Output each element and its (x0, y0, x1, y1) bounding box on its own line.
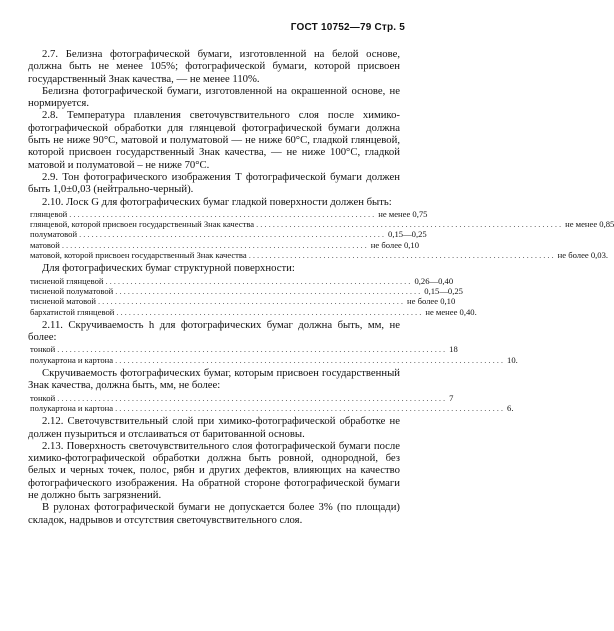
list-item: глянцевой, которой присвоен государственный Знак качества .......................................................................... не менее 0,85 (30, 219, 614, 230)
clause-2-7: 2.7. Белизна фотографической бумаги, изготовленной на белой основе, должна быть не менее 105%; фотографической бумаги, которой присвоен государственный Знак качества, — не менее 110%. (28, 48, 400, 85)
list-item: тисненой глянцевой .......................................................................... 0,26—0,40 (30, 275, 454, 286)
list-item: тисненой полуматовой .......................................................................... 0,15—0,25 (30, 285, 463, 296)
curl-quality-list (28, 392, 514, 414)
structured-surface-heading: Для фотографических бумаг структурной поверхности: (42, 262, 295, 275)
clause-2-12: 2.12. Светочувствительный слой при химико-фотографической обработке не должен пузыриться и отслаиваться от баритованной основы. (28, 415, 400, 440)
clause-2-13: 2.13. Поверхность светочувствительного слоя фотографической бумаги после химико-фотографической обработки должна быть ровной, однородной, без белых и черных точек, полос, рябн и других дефектов, влияющих на качество фотографического изображения. На обратной стороне фотографической бумаги не должно быть загрязнений. (28, 439, 400, 501)
curl-regular-list (28, 344, 518, 365)
list-item: тонкой .............................................................................................. 18 (30, 344, 458, 355)
list-item: бархатистой глянцевой .......................................................................... не менее 0,40. (30, 306, 477, 317)
list-item: полуматовой .......................................................................... 0,15—0,25 (30, 229, 427, 240)
clause-2-10: 2.10. Лоск G для фотографических бумаг гладкой поверхности должен быть: (42, 195, 392, 208)
page-header: ГОСТ 10752—79 Стр. 5 (290, 22, 405, 33)
clause-2-9: 2.9. Тон фотографического изображения T фотографической бумаги должен быть 1,0±0,03 (нейтрально-черный). (28, 170, 400, 196)
clause-2-11: 2.11. Скручиваемость h для фотографических бумаг должна быть, мм, не более: (28, 318, 400, 344)
list-item: матовой, которой присвоен государственный Знак качества .......................................................................... не более 0,03. (30, 250, 609, 261)
list-item: полукартона и картона .............................................................................................. 6. (30, 402, 514, 413)
list-item: глянцевой .......................................................................... не менее 0,75 (30, 208, 428, 219)
clause-2-11-quality: Скручиваемость фотографических бумаг, которым присвоен государственный Знак качества, должна быть, мм, не более: (28, 367, 400, 392)
clause-2-8: 2.8. Температура плавления светочувствительного слоя после химико-фотографической обработки для глянцевой фотографической бумаги должна быть не ниже 90°С, матовой и полуматовой — не ниже 60°С, гладкой глянцевой, которой присвоен государственный Знак качества, — не ниже 100°С, гладкой матовой и полуматовой – не ниже 70°С. (28, 109, 400, 171)
list-item: тисненой матовой .......................................................................... не более 0,10 (30, 296, 456, 307)
list-item: тонкой .............................................................................................. 7 (30, 392, 454, 403)
list-item: полукартона и картона .............................................................................................. 10. (30, 354, 518, 365)
clause-2-7-note: Белизна фотографической бумаги, изготовленной на окрашенной основе, не нормируется. (28, 84, 400, 110)
gloss-structured-list (28, 275, 477, 317)
clause-2-13-rolls: В рулонах фотографической бумаги не допускается более 3% (по площади) складок, надрывов и отсутствия светочувствительного слоя. (28, 501, 400, 526)
page-content (28, 48, 614, 526)
gloss-smooth-list (28, 208, 614, 261)
list-item: матовой .......................................................................... не более 0,10 (30, 239, 420, 250)
